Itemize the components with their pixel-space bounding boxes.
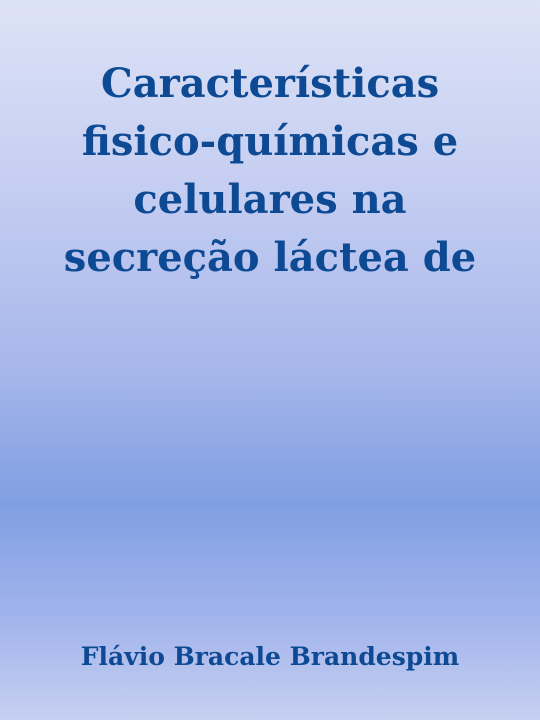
book-title (0, 55, 540, 287)
title-line-2: fisico-químicas e (81, 118, 459, 165)
title-line-1: Características (100, 60, 440, 107)
title-line-4: secreção láctea de (63, 234, 477, 281)
title-line-3: celulares na (133, 176, 407, 223)
book-author: Flávio Bracale Brandespim (80, 642, 460, 671)
